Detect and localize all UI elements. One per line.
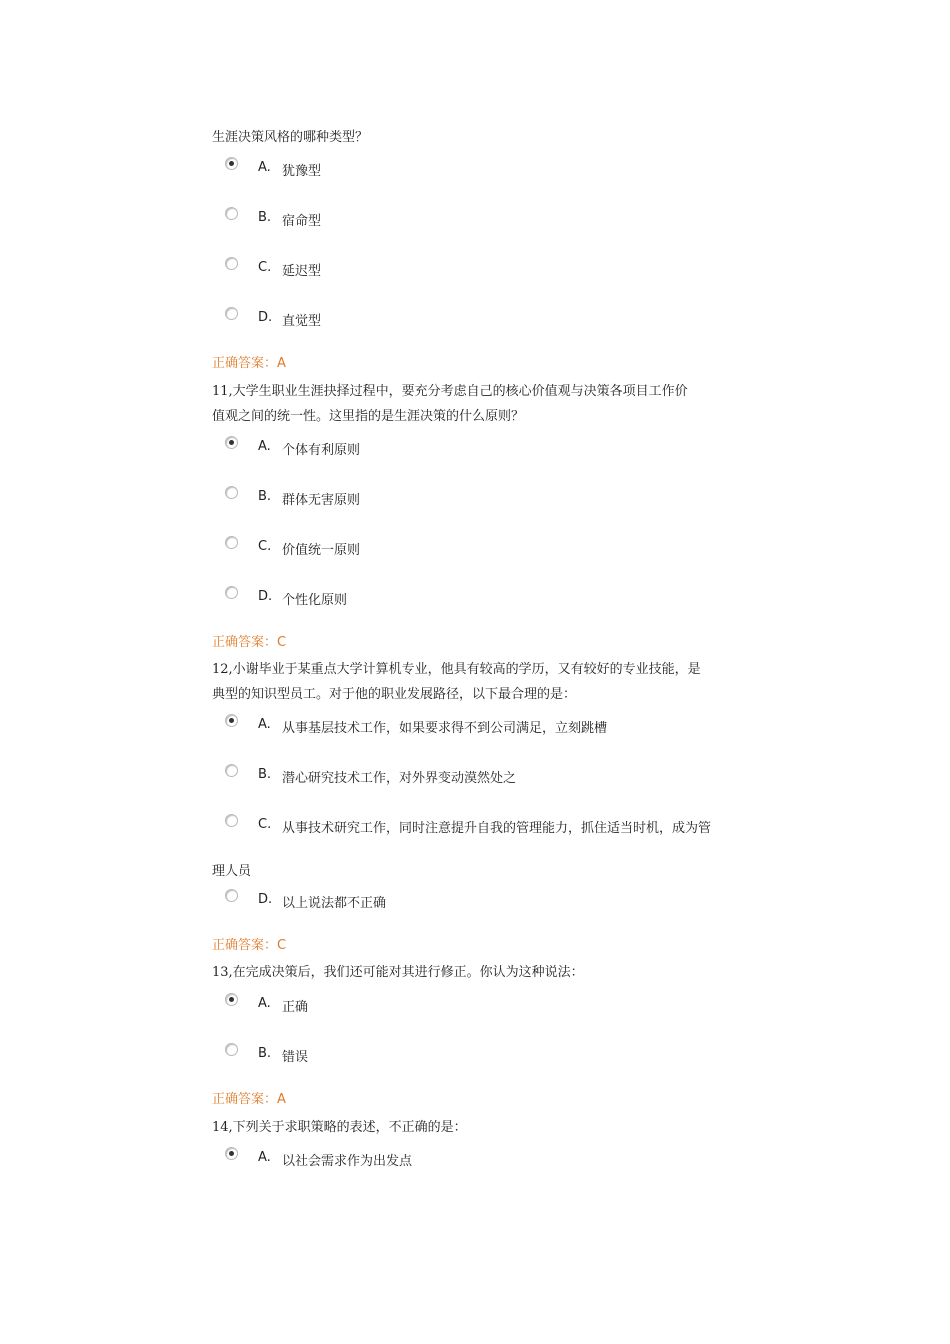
- option-text: 正确: [282, 1000, 309, 1015]
- q12-correct-answer: 正确答案：C: [212, 938, 287, 953]
- q11-option-d[interactable]: [225, 586, 765, 606]
- radio-icon[interactable]: [225, 207, 238, 220]
- option-text: 个体有利原则: [282, 443, 361, 458]
- question-12-line-2: 典型的知识型员工。对于他的职业发展路径，以下最合理的是：: [212, 687, 577, 702]
- option-letter: B.: [258, 210, 272, 225]
- option-letter: D.: [258, 589, 273, 604]
- radio-checked-icon[interactable]: [225, 993, 238, 1006]
- option-text: 从事基层技术工作，如果要求得不到公司满足，立刻跳槽: [282, 721, 608, 736]
- q11-correct-answer: 正确答案：C: [212, 635, 287, 650]
- q13-option-b[interactable]: [225, 1043, 765, 1063]
- q14-option-a[interactable]: [225, 1147, 765, 1167]
- option-text: 延迟型: [282, 264, 322, 279]
- q12-option-c-wrap: 理人员: [212, 864, 252, 879]
- option-text: 犹豫型: [282, 164, 322, 179]
- q12-option-b[interactable]: [225, 764, 765, 784]
- option-letter: A.: [258, 160, 271, 175]
- radio-checked-icon[interactable]: [225, 714, 238, 727]
- option-text: 宿命型: [282, 214, 322, 229]
- q11-option-c[interactable]: [225, 536, 765, 556]
- radio-checked-icon[interactable]: [225, 157, 238, 170]
- q11-option-a[interactable]: [225, 436, 765, 456]
- radio-checked-icon[interactable]: [225, 1147, 238, 1160]
- q12-option-c[interactable]: [225, 814, 765, 834]
- radio-icon[interactable]: [225, 486, 238, 499]
- radio-icon[interactable]: [225, 764, 238, 777]
- question-11-line-2: 值观之间的统一性。这里指的是生涯决策的什么原则？: [212, 409, 525, 424]
- q10-option-c[interactable]: [225, 257, 765, 277]
- q12-option-a[interactable]: [225, 714, 765, 734]
- option-text: 从事技术研究工作，同时注意提升自我的管理能力，抓住适当时机，成为管: [282, 821, 712, 836]
- q11-option-b[interactable]: [225, 486, 765, 506]
- option-letter: A.: [258, 439, 271, 454]
- option-letter: D.: [258, 310, 273, 325]
- radio-icon[interactable]: [225, 257, 238, 270]
- question-11-line-1: 11,大学生职业生涯抉择过程中，要充分考虑自己的核心价值观与决策各项目工作价: [212, 384, 688, 399]
- question-12-line-1: 12,小谢毕业于某重点大学计算机专业，他具有较高的学历，又有较好的专业技能，是: [212, 662, 701, 677]
- option-letter: A.: [258, 996, 271, 1011]
- radio-icon[interactable]: [225, 814, 238, 827]
- option-text: 错误: [282, 1050, 309, 1065]
- option-letter: C.: [258, 539, 272, 554]
- q13-option-a[interactable]: [225, 993, 765, 1013]
- question-14-text: 14,下列关于求职策略的表述，不正确的是：: [212, 1120, 467, 1135]
- q10-correct-answer: 正确答案：A: [212, 356, 286, 371]
- option-letter: B.: [258, 767, 272, 782]
- q12-option-d[interactable]: [225, 889, 765, 909]
- question-10-text: 生涯决策风格的哪种类型？: [212, 130, 369, 145]
- q10-option-d[interactable]: [225, 307, 765, 327]
- radio-icon[interactable]: [225, 536, 238, 549]
- option-letter: B.: [258, 489, 272, 504]
- option-letter: C.: [258, 817, 272, 832]
- q10-option-b[interactable]: [225, 207, 765, 227]
- option-text: 价值统一原则: [282, 543, 361, 558]
- option-letter: A.: [258, 1150, 271, 1165]
- option-text: 潜心研究技术工作，对外界变动漠然处之: [282, 771, 517, 786]
- option-text: 个性化原则: [282, 593, 348, 608]
- option-letter: D.: [258, 892, 273, 907]
- option-letter: A.: [258, 717, 271, 732]
- option-letter: B.: [258, 1046, 272, 1061]
- option-text: 以社会需求作为出发点: [282, 1154, 413, 1169]
- question-13-text: 13,在完成决策后，我们还可能对其进行修正。你认为这种说法：: [212, 965, 584, 980]
- option-text: 群体无害原则: [282, 493, 361, 508]
- option-text: 直觉型: [282, 314, 322, 329]
- q10-option-a[interactable]: [225, 157, 765, 177]
- radio-icon[interactable]: [225, 307, 238, 320]
- radio-icon[interactable]: [225, 1043, 238, 1056]
- radio-icon[interactable]: [225, 889, 238, 902]
- radio-icon[interactable]: [225, 586, 238, 599]
- radio-checked-icon[interactable]: [225, 436, 238, 449]
- option-letter: C.: [258, 260, 272, 275]
- q13-correct-answer: 正确答案：A: [212, 1092, 286, 1107]
- option-text: 以上说法都不正确: [282, 896, 387, 911]
